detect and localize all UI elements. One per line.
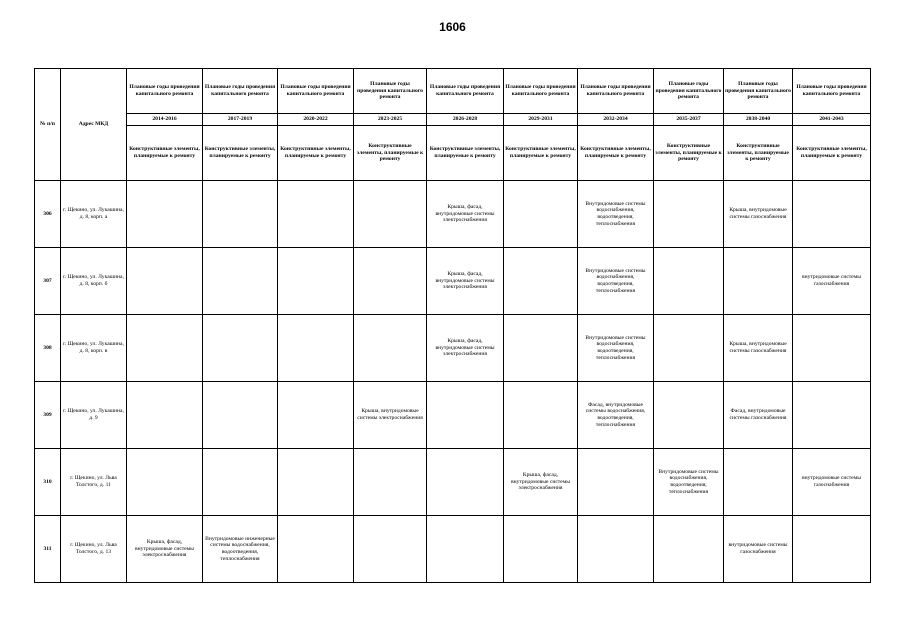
elements-header: Конструктивные элементы, планируемые к ремонту bbox=[654, 126, 724, 181]
elements-header: Конструктивные элементы, планируемые к ремонту bbox=[793, 126, 871, 181]
repair-elements-cell bbox=[354, 516, 427, 583]
planned-years-header: Плановые годы проведения капитального ремонта bbox=[354, 69, 427, 114]
row-number: 310 bbox=[35, 449, 61, 516]
planned-years-header: Плановые годы проведения капитального ремонта bbox=[427, 69, 504, 114]
repair-elements-cell bbox=[724, 449, 793, 516]
period-header: 2023-2025 bbox=[354, 114, 427, 126]
repair-elements-cell bbox=[654, 315, 724, 382]
table-row bbox=[35, 315, 871, 382]
row-address: г. Щекино, ул. Льва Толстого, д. 11 bbox=[61, 449, 127, 516]
repair-elements-cell bbox=[354, 248, 427, 315]
period-header: 2038-2040 bbox=[724, 114, 793, 126]
elements-header: Конструктивные элементы, планируемые к ремонту bbox=[203, 126, 278, 181]
repair-elements-cell bbox=[793, 181, 871, 248]
repair-elements-cell: внутридомовые системы газоснабжения bbox=[793, 248, 871, 315]
period-header: 2017-2019 bbox=[203, 114, 278, 126]
planned-years-header: Плановые годы проведения капитального ремонта bbox=[127, 69, 203, 114]
repair-elements-cell: Крыша, внутридомовые системы электроснабжения bbox=[354, 382, 427, 449]
repair-elements-cell: Внутридомовые системы водоснабжения, водоотведения, теплоснабжения bbox=[578, 315, 654, 382]
repair-elements-cell bbox=[278, 449, 354, 516]
repair-elements-cell: Внутридомовые системы водоснабжения, водоотведения, теплоснабжения bbox=[578, 181, 654, 248]
repair-elements-cell bbox=[127, 382, 203, 449]
elements-header: Конструктивные элементы, планируемые к ремонту bbox=[127, 126, 203, 181]
repair-elements-cell bbox=[654, 181, 724, 248]
repair-elements-cell bbox=[278, 248, 354, 315]
repair-elements-cell bbox=[793, 516, 871, 583]
row-address: г. Щекино, ул. Лукашина, д. 8, корп. б bbox=[61, 248, 127, 315]
table-row bbox=[35, 382, 871, 449]
planned-years-header: Плановые годы проведения капитального ремонта bbox=[724, 69, 793, 114]
repair-elements-cell bbox=[427, 449, 504, 516]
repair-elements-cell bbox=[724, 248, 793, 315]
repair-elements-cell bbox=[203, 248, 278, 315]
row-address: г. Щекино, ул. Лукашина, д. 8, корп. в bbox=[61, 315, 127, 382]
period-header: 2035-2037 bbox=[654, 114, 724, 126]
repair-elements-cell bbox=[578, 449, 654, 516]
repair-elements-cell bbox=[354, 315, 427, 382]
repair-elements-cell bbox=[504, 181, 578, 248]
row-number: 308 bbox=[35, 315, 61, 382]
repair-elements-cell bbox=[504, 382, 578, 449]
repair-elements-cell bbox=[278, 181, 354, 248]
repair-elements-cell bbox=[354, 449, 427, 516]
repair-elements-cell: Крыша, фасад, внутридомовые системы электроснабжения bbox=[427, 181, 504, 248]
repair-elements-cell: внутридомовые системы газоснабжения bbox=[793, 449, 871, 516]
repair-elements-cell: Крыша, внутридомовые системы газоснабжения bbox=[724, 315, 793, 382]
row-number: 306 bbox=[35, 181, 61, 248]
period-header: 2020-2022 bbox=[278, 114, 354, 126]
repair-elements-cell bbox=[127, 315, 203, 382]
repair-elements-cell bbox=[278, 516, 354, 583]
repair-elements-cell bbox=[127, 248, 203, 315]
capital-repair-plan-table bbox=[34, 68, 871, 583]
repair-elements-cell bbox=[427, 516, 504, 583]
table-row bbox=[35, 248, 871, 315]
repair-elements-cell: Крыша, фасад, внутридомовые системы электроснабжения bbox=[427, 315, 504, 382]
planned-years-header: Плановые годы проведения капитального ремонта bbox=[278, 69, 354, 114]
repair-elements-cell bbox=[203, 315, 278, 382]
row-address: г. Щекино, ул. Льва Толстого, д. 13 bbox=[61, 516, 127, 583]
period-header: 2029-2031 bbox=[504, 114, 578, 126]
repair-elements-cell bbox=[793, 315, 871, 382]
repair-elements-cell bbox=[654, 516, 724, 583]
planned-years-header: Плановые годы проведения капитального ремонта bbox=[203, 69, 278, 114]
row-number: 307 bbox=[35, 248, 61, 315]
repair-elements-cell bbox=[578, 516, 654, 583]
repair-elements-cell bbox=[203, 181, 278, 248]
period-header: 2032-2034 bbox=[578, 114, 654, 126]
page-number: 1606 bbox=[439, 20, 466, 34]
header-row-periods bbox=[35, 114, 871, 126]
period-header: 2026-2028 bbox=[427, 114, 504, 126]
elements-header: Конструктивные элементы, планируемые к ремонту bbox=[427, 126, 504, 181]
row-address: г. Щекино, ул. Лукашина, д. 8, корп. а bbox=[61, 181, 127, 248]
repair-elements-cell bbox=[127, 449, 203, 516]
planned-years-header: Плановые годы проведения капитального ремонта bbox=[578, 69, 654, 114]
repair-elements-cell bbox=[127, 181, 203, 248]
repair-elements-cell bbox=[504, 248, 578, 315]
elements-header: Конструктивные элементы, планируемые к ремонту bbox=[354, 126, 427, 181]
repair-elements-cell bbox=[203, 382, 278, 449]
elements-header: Конструктивные элементы, планируемые к ремонту bbox=[504, 126, 578, 181]
repair-elements-cell bbox=[504, 516, 578, 583]
period-header: 2041-2043 bbox=[793, 114, 871, 126]
header-row-planned bbox=[35, 69, 871, 114]
header-row-elements bbox=[35, 126, 871, 181]
num-header: № п/п bbox=[35, 69, 61, 181]
repair-elements-cell bbox=[793, 382, 871, 449]
planned-years-header: Плановые годы проведения капитального ремонта bbox=[504, 69, 578, 114]
repair-elements-cell bbox=[427, 382, 504, 449]
repair-elements-cell bbox=[278, 315, 354, 382]
repair-elements-cell: Фасад, внутридомовые системы водоснабжения, водоотведения, теплоснабжения bbox=[578, 382, 654, 449]
repair-elements-cell: Крыша, фасад, внутридомовые системы электроснабжения bbox=[504, 449, 578, 516]
repair-elements-cell: Внутридомовые системы водоснабжения, водоотведения, теплоснабжения bbox=[654, 449, 724, 516]
table-row bbox=[35, 181, 871, 248]
elements-header: Конструктивные элементы, планируемые к ремонту bbox=[724, 126, 793, 181]
period-header: 2014-2016 bbox=[127, 114, 203, 126]
address-header: Адрес МКД bbox=[61, 69, 127, 181]
planned-years-header: Плановые годы проведения капитального ремонта bbox=[793, 69, 871, 114]
repair-elements-cell bbox=[654, 248, 724, 315]
repair-elements-cell bbox=[203, 449, 278, 516]
planned-years-header: Плановые годы проведения капитального ремонта bbox=[654, 69, 724, 114]
repair-elements-cell: Фасад, внутридомовые системы газоснабжения bbox=[724, 382, 793, 449]
repair-elements-cell bbox=[278, 382, 354, 449]
row-number: 309 bbox=[35, 382, 61, 449]
repair-elements-cell: Крыша, фасад, внутридомовые системы электроснабжения bbox=[427, 248, 504, 315]
repair-elements-cell: внутридомовые системы газоснабжения bbox=[724, 516, 793, 583]
repair-elements-cell: Крыша, фасад, внутридомовые системы электроснабжения bbox=[127, 516, 203, 583]
row-address: г. Щекино, ул. Лукашина, д. 9 bbox=[61, 382, 127, 449]
repair-elements-cell: Крыша, внутридомовые системы газоснабжения bbox=[724, 181, 793, 248]
elements-header: Конструктивные элементы, планируемые к ремонту bbox=[278, 126, 354, 181]
row-number: 311 bbox=[35, 516, 61, 583]
repair-elements-cell bbox=[354, 181, 427, 248]
repair-elements-cell: Внутридомовые инженерные системы водоснабжения, водоотведения, теплоснабжения bbox=[203, 516, 278, 583]
table-row bbox=[35, 516, 871, 583]
repair-elements-cell: Внутридомовые системы водоснабжения, водоотведения, теплоснабжения bbox=[578, 248, 654, 315]
elements-header: Конструктивные элементы, планируемые к ремонту bbox=[578, 126, 654, 181]
table-row bbox=[35, 449, 871, 516]
repair-elements-cell bbox=[654, 382, 724, 449]
repair-elements-cell bbox=[504, 315, 578, 382]
